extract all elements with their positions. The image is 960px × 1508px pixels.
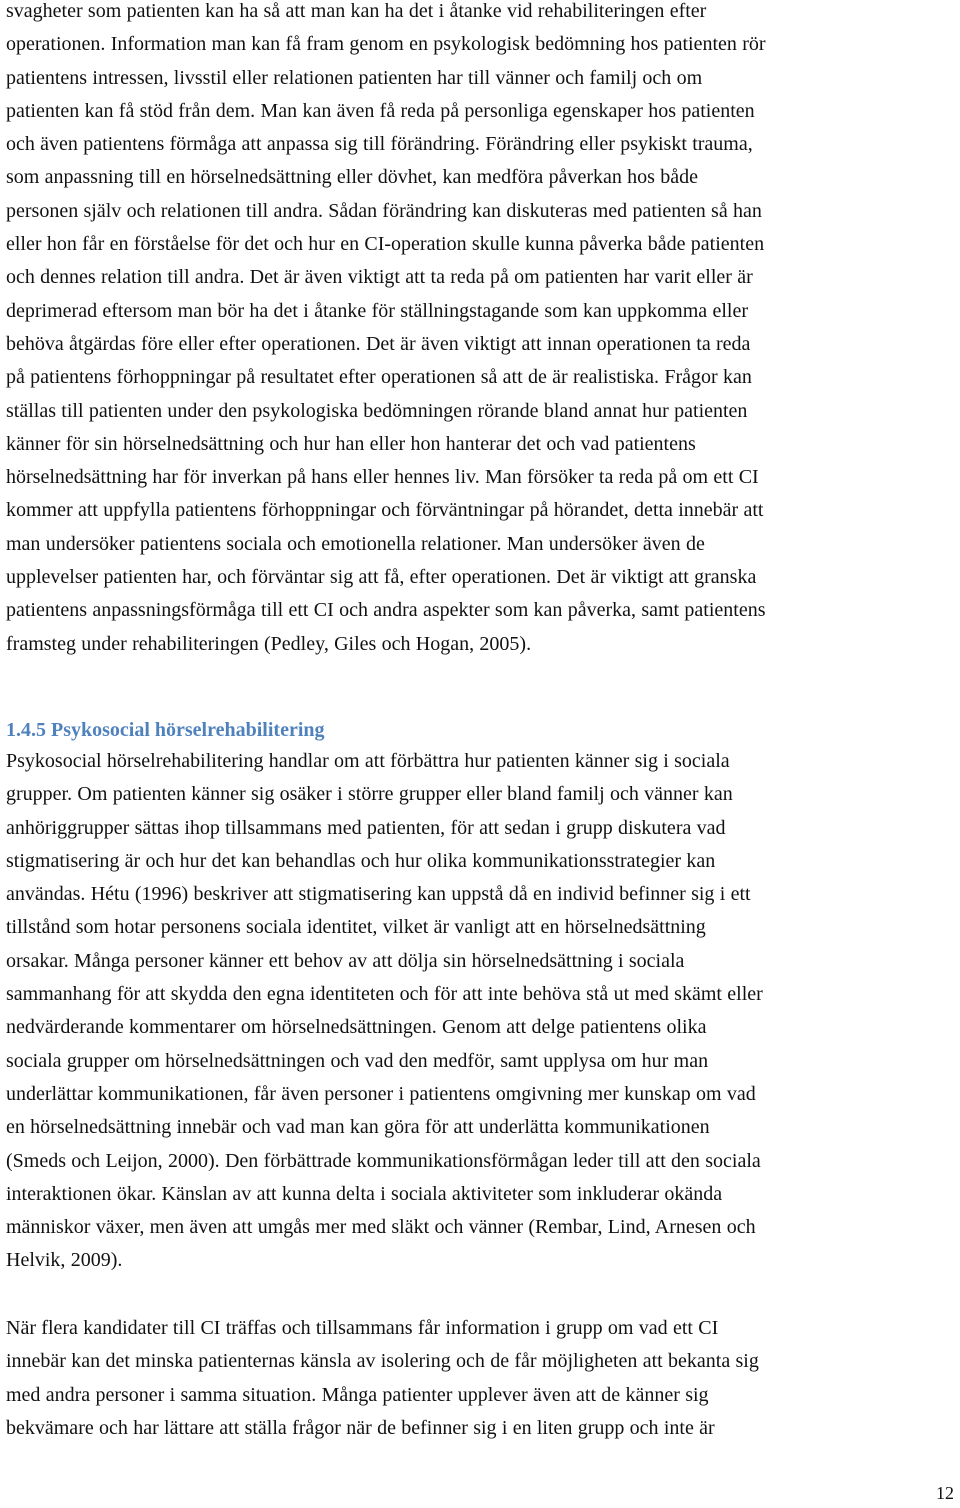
text-line: tillstånd som hotar personens sociala identitet, vilket är vanligt att en hörselnedsättning [6,916,706,939]
text-line: ställas till patienten under den psykologiska bedömningen rörande bland annat hur patienten [6,399,748,422]
text-line: behöva åtgärdas före eller efter operationen. Det är även viktigt att innan operationen ta reda [6,332,751,355]
text-line: en hörselnedsättning innebär och vad man kan göra för att underlätta kommunikationen [6,1116,710,1139]
text-line: människor växer, men även att umgås mer med släkt och vänner (Rembar, Lind, Arnesen och [6,1216,756,1239]
text-line: interaktionen ökar. Känslan av att kunna delta i sociala aktiviteter som inkluderar okända [6,1182,723,1205]
text-line: och dennes relation till andra. Det är även viktigt att ta reda på om patienten har varit eller är [6,266,753,289]
text-line: på patientens förhoppningar på resultatet efter operationen så att de är realistiska. Frågor kan [6,366,752,389]
text-line: innebär kan det minska patienternas känsla av isolering och de får möjligheten att bekanta sig [6,1350,759,1373]
text-line: kommer att uppfylla patientens förhoppningar och förväntningar på hörandet, detta innebär att [6,499,764,522]
section-heading: 1.4.5 Psykosocial hörselrehabilitering [6,719,325,741]
page-number: 12 [936,1483,954,1503]
text-line: anhöriggrupper sättas ihop tillsammans med patienten, för att sedan i grupp diskutera vad [6,816,726,839]
paragraph-psychological-assessment [6,0,960,661]
text-line: stigmatisering är och hur det kan behandlas och hur olika kommunikationsstrategier kan [6,849,716,872]
text-line: framsteg under rehabiliteringen (Pedley, Giles och Hogan, 2005). [6,632,532,655]
text-line: operationen. Information man kan få fram genom en psykologisk bedömning hos patienten rör [6,33,766,56]
text-line: hörselnedsättning har för inverkan på hans eller hennes liv. Man försöker ta reda på om ett CI [6,466,759,489]
text-line: När flera kandidater till CI träffas och tillsammans får information i grupp om vad ett CI [6,1317,719,1339]
text-line: Helvik, 2009). [6,1249,123,1272]
text-line: eller hon får en förståelse för det och hur en CI-operation skulle kunna påverka både patienten [6,233,765,256]
text-line: som anpassning till en hörselnedsättning eller dövhet, kan medföra påverkan hos både [6,166,699,189]
text-line: patientens intressen, livsstil eller relationen patienten har till vänner och familj och om [6,66,703,89]
text-line: underlättar kommunikationen, får även personer i patientens omgivning mer kunskap om vad [6,1082,756,1105]
text-line: orsakar. Många personer känner ett behov av att dölja sin hörselnedsättning i sociala [6,949,685,972]
text-line: och även patientens förmåga att anpassa sig till förändring. Förändring eller psykiskt trauma, [6,133,753,156]
paragraph-psychosocial-rehabilitation [6,745,960,1278]
text-line: deprimerad eftersom man bör ha det i åtanke för ställningstagande som kan uppkomma eller [6,299,748,322]
text-line: patienten kan få stöd från dem. Man kan även få reda på personliga egenskaper hos patienten [6,99,755,122]
paragraph-group-information [6,1312,960,1445]
text-line: upplevelser patienten har, och förväntar sig att få, efter operationen. Det är viktigt att granska [6,566,757,589]
text-line: nedvärderande kommentarer om hörselnedsättningen. Genom att delge patientens olika [6,1016,707,1039]
text-line: patientens anpassningsförmåga till ett CI och andra aspekter som kan påverka, samt patientens [6,599,766,622]
text-line: känner för sin hörselnedsättning och hur han eller hon hanterar det och vad patientens [6,432,696,455]
text-line: personen själv och relationen till andra. Sådan förändring kan diskuteras med patienten så han [6,199,762,222]
text-line: (Smeds och Leijon, 2000). Den förbättrade kommunikationsförmågan leder till att den sociala [6,1149,761,1172]
text-line: grupper. Om patienten känner sig osäker i större grupper eller bland familj och vänner kan [6,783,733,806]
text-line: användas. Hétu (1996) beskriver att stigmatisering kan uppstå då en individ befinner sig i ett [6,883,751,906]
text-line: bekvämare och har lättare att ställa frågor när de befinner sig i en liten grupp och inte är [6,1416,715,1439]
text-line: man undersöker patientens sociala och emotionella relationer. Man undersöker även de [6,532,705,555]
text-line: Psykosocial hörselrehabilitering handlar om att förbättra hur patienten känner sig i sociala [6,750,730,772]
text-line: svagheter som patienten kan ha så att man kan ha det i åtanke vid rehabiliteringen efter [6,0,707,22]
text-line: med andra personer i samma situation. Många patienter upplever även att de känner sig [6,1383,709,1406]
text-line: sammanhang för att skydda den egna identiteten och för att inte behöva stå ut med skämt eller [6,983,763,1006]
text-line: sociala grupper om hörselnedsättningen och vad den medför, samt upplysa om hur man [6,1049,709,1072]
